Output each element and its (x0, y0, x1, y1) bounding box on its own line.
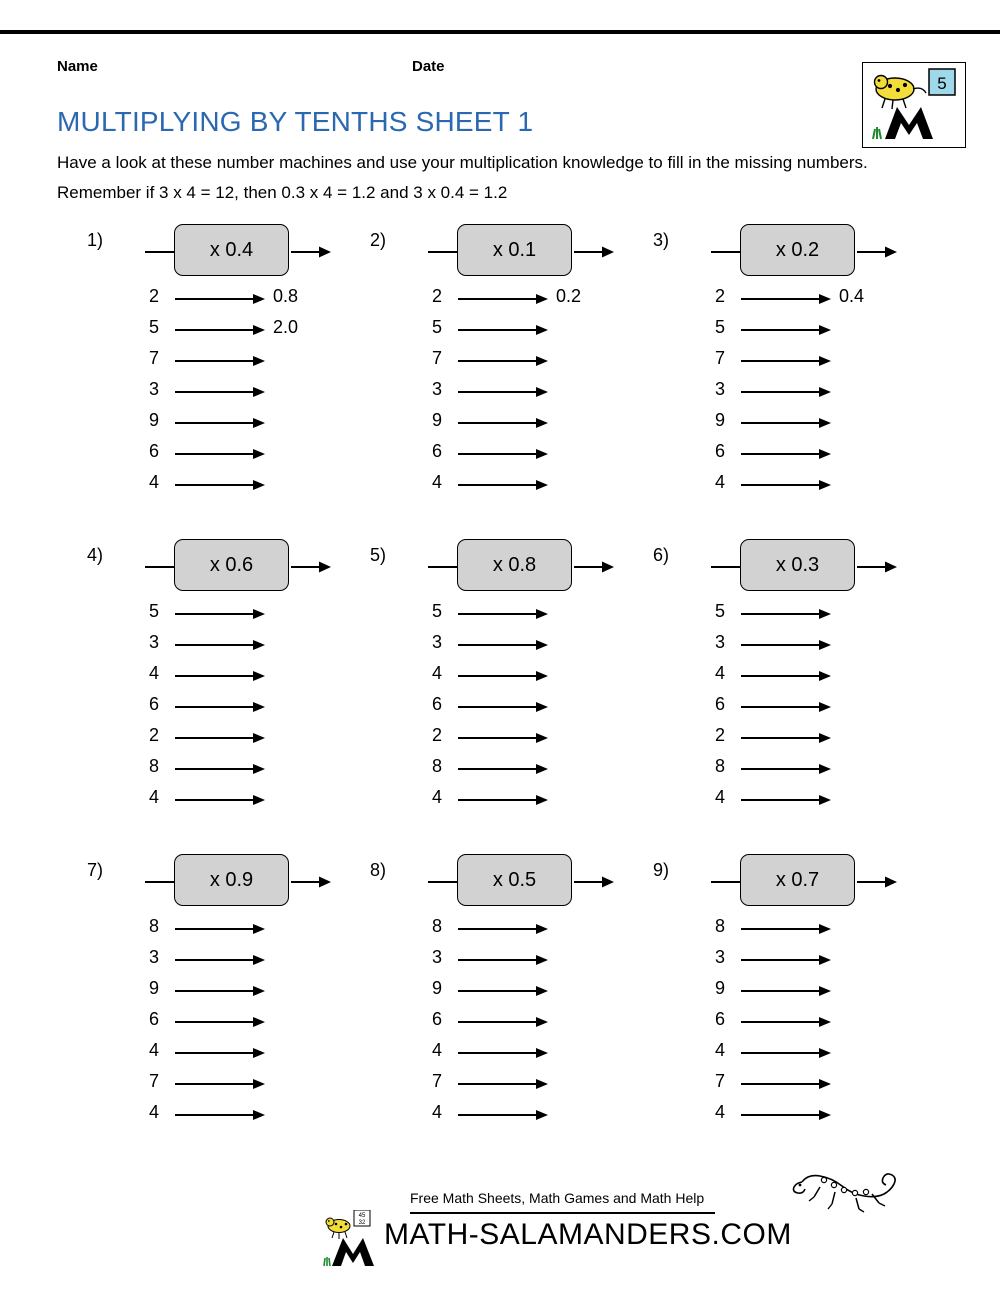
problem-line (623, 630, 906, 661)
problem-number: 6) (653, 545, 670, 565)
svg-text:45: 45 (358, 1213, 366, 1219)
problem-line (57, 1038, 340, 1069)
arrow-icon (741, 479, 831, 491)
arrow-icon (175, 479, 265, 491)
top-rule (0, 30, 1000, 34)
arrow-icon (175, 1016, 265, 1028)
input-value: 6 (431, 694, 442, 714)
problem-line (623, 346, 906, 377)
problem-line (57, 377, 340, 408)
arrow-icon (741, 670, 831, 682)
machine-label: x 0.3 (740, 539, 855, 591)
arrow-icon (175, 985, 265, 997)
arrow-icon (458, 763, 548, 775)
machine-input-line (428, 881, 458, 883)
arrow-icon (175, 417, 265, 429)
problem-row (57, 852, 947, 1167)
problem-line (57, 1069, 340, 1100)
input-value: 7 (148, 1071, 159, 1091)
input-value: 7 (714, 1071, 725, 1091)
input-value: 4 (431, 663, 442, 683)
problem-rows (340, 599, 623, 816)
page-title: MULTIPLYING BY TENTHS SHEET 1 (57, 106, 534, 137)
arrow-icon (741, 293, 831, 305)
problem-line (57, 408, 340, 439)
arrow-icon (175, 1109, 265, 1121)
number-machine (400, 852, 623, 910)
arrow-icon (175, 293, 265, 305)
machine-label: x 0.6 (174, 539, 289, 591)
arrow-icon (458, 1016, 548, 1028)
arrow-icon (458, 639, 548, 651)
problem-number: 9) (653, 860, 670, 880)
salamander-logo-icon (863, 63, 963, 145)
problem-line (623, 377, 906, 408)
problem-line (340, 976, 623, 1007)
input-value: 9 (714, 410, 725, 430)
input-value: 2 (148, 725, 159, 745)
arrow-icon (175, 670, 265, 682)
machine-label: x 0.8 (457, 539, 572, 591)
problem-number: 7) (87, 860, 104, 880)
problem-line (623, 1038, 906, 1069)
input-value: 4 (714, 787, 725, 807)
problem-line (340, 1100, 623, 1131)
problem-8 (340, 852, 623, 1167)
input-value: 4 (148, 663, 159, 683)
problem-line (340, 599, 623, 630)
input-value: 5 (714, 317, 725, 337)
arrow-icon (458, 923, 548, 935)
problem-line (623, 284, 906, 315)
arrow-icon (175, 1078, 265, 1090)
number-machine (400, 537, 623, 595)
problem-line (623, 945, 906, 976)
machine-label: x 0.7 (740, 854, 855, 906)
input-value: 4 (148, 472, 159, 492)
number-machine (400, 222, 623, 280)
grade-badge-logo (862, 62, 966, 148)
input-value: 4 (431, 1040, 442, 1060)
problem-line (340, 661, 623, 692)
input-value: 5 (714, 601, 725, 621)
input-value: 8 (714, 916, 725, 936)
arrow-icon (458, 670, 548, 682)
problem-line (340, 284, 623, 315)
machine-input-line (428, 566, 458, 568)
input-value: 2 (714, 725, 725, 745)
input-value: 4 (431, 472, 442, 492)
input-value: 4 (714, 663, 725, 683)
problems-grid (57, 222, 947, 1167)
input-value: 2 (148, 286, 159, 306)
output-value[interactable]: 0.2 (556, 286, 582, 306)
arrow-icon (741, 608, 831, 620)
problem-rows (57, 914, 340, 1131)
arrow-icon (458, 1078, 548, 1090)
problem-line (623, 976, 906, 1007)
arrow-icon (741, 1109, 831, 1121)
arrow-icon (741, 923, 831, 935)
machine-input-line (428, 251, 458, 253)
arrow-icon (458, 608, 548, 620)
machine-label: x 0.5 (457, 854, 572, 906)
input-value: 3 (431, 947, 442, 967)
problem-line (57, 692, 340, 723)
input-value: 4 (148, 787, 159, 807)
number-machine (683, 852, 906, 910)
problem-line (623, 439, 906, 470)
problem-line (340, 754, 623, 785)
arrow-icon (458, 479, 548, 491)
arrow-icon (175, 639, 265, 651)
problem-4 (57, 537, 340, 852)
arrow-icon (458, 985, 548, 997)
problem-line (623, 661, 906, 692)
input-value: 3 (431, 632, 442, 652)
input-value: 7 (431, 1071, 442, 1091)
problem-row (57, 222, 947, 537)
input-value: 6 (431, 1009, 442, 1029)
arrow-icon (741, 794, 831, 806)
arrow-icon (175, 324, 265, 336)
output-value[interactable]: 0.4 (839, 286, 865, 306)
problem-line (340, 785, 623, 816)
input-value: 6 (148, 694, 159, 714)
machine-label: x 0.9 (174, 854, 289, 906)
arrow-icon (741, 324, 831, 336)
problem-line (623, 1100, 906, 1131)
arrow-icon (175, 386, 265, 398)
input-value: 4 (431, 787, 442, 807)
arrow-icon (741, 1016, 831, 1028)
input-value: 8 (431, 916, 442, 936)
problem-line (623, 785, 906, 816)
arrow-icon (741, 1047, 831, 1059)
problem-line (623, 1069, 906, 1100)
problem-line (340, 377, 623, 408)
problem-rows (623, 599, 906, 816)
input-value: 9 (431, 978, 442, 998)
machine-label: x 0.1 (457, 224, 572, 276)
problem-line (340, 692, 623, 723)
arrow-icon (458, 324, 548, 336)
problem-line (57, 785, 340, 816)
footer-tagline: Free Math Sheets, Math Games and Math Help (410, 1190, 705, 1206)
problem-line (57, 661, 340, 692)
machine-label: x 0.2 (740, 224, 855, 276)
arrow-icon (458, 1047, 548, 1059)
arrow-icon (175, 448, 265, 460)
arrow-icon (175, 923, 265, 935)
input-value: 2 (431, 725, 442, 745)
number-machine (117, 537, 340, 595)
problem-1 (57, 222, 340, 537)
problem-line (340, 439, 623, 470)
input-value: 4 (714, 1040, 725, 1060)
machine-input-line (711, 566, 741, 568)
problem-line (57, 630, 340, 661)
arrow-icon (175, 763, 265, 775)
problem-line (340, 346, 623, 377)
problem-line (57, 346, 340, 377)
problem-3 (623, 222, 906, 537)
arrow-icon (741, 985, 831, 997)
input-value: 9 (148, 410, 159, 430)
input-value: 4 (431, 1102, 442, 1122)
problem-line (340, 315, 623, 346)
problem-number: 4) (87, 545, 104, 565)
output-value[interactable]: 0.8 (273, 286, 299, 306)
input-value: 9 (148, 978, 159, 998)
machine-input-line (145, 881, 175, 883)
machine-output-arrow-icon (857, 875, 897, 889)
problem-line (623, 723, 906, 754)
input-value: 6 (431, 441, 442, 461)
input-value: 9 (714, 978, 725, 998)
machine-input-line (145, 566, 175, 568)
input-value: 6 (714, 1009, 725, 1029)
problem-line (340, 1007, 623, 1038)
problem-line (340, 630, 623, 661)
problem-number: 5) (370, 545, 387, 565)
date-label: Date (412, 58, 445, 75)
problem-line (623, 692, 906, 723)
problem-5 (340, 537, 623, 852)
input-value: 9 (431, 410, 442, 430)
problem-rows (623, 914, 906, 1131)
input-value: 3 (148, 947, 159, 967)
arrow-icon (741, 448, 831, 460)
problem-line (623, 1007, 906, 1038)
number-machine (117, 852, 340, 910)
arrow-icon (175, 608, 265, 620)
machine-input-line (711, 881, 741, 883)
problem-line (340, 945, 623, 976)
arrow-icon (175, 1047, 265, 1059)
problem-line (57, 723, 340, 754)
arrow-icon (175, 701, 265, 713)
problem-9 (623, 852, 906, 1167)
machine-output-arrow-icon (574, 560, 614, 574)
arrow-icon (458, 1109, 548, 1121)
machine-input-line (145, 251, 175, 253)
arrow-icon (458, 355, 548, 367)
footer-logo-icon (322, 1210, 384, 1268)
input-value: 6 (714, 694, 725, 714)
salamander-decoration-icon (790, 1160, 915, 1230)
input-value: 8 (148, 756, 159, 776)
problem-line (340, 723, 623, 754)
input-value: 5 (148, 601, 159, 621)
problem-line (57, 439, 340, 470)
input-value: 3 (714, 379, 725, 399)
input-value: 4 (148, 1040, 159, 1060)
number-machine (683, 222, 906, 280)
arrow-icon (741, 386, 831, 398)
input-value: 3 (148, 379, 159, 399)
problem-line (623, 599, 906, 630)
arrow-icon (741, 1078, 831, 1090)
problem-line (57, 976, 340, 1007)
problem-rows (57, 599, 340, 816)
input-value: 8 (714, 756, 725, 776)
problem-line (623, 315, 906, 346)
svg-text:5: 5 (937, 74, 947, 93)
input-value: 7 (148, 348, 159, 368)
arrow-icon (175, 954, 265, 966)
arrow-icon (458, 794, 548, 806)
problem-rows (623, 284, 906, 501)
arrow-icon (175, 732, 265, 744)
machine-output-arrow-icon (291, 245, 331, 259)
input-value: 3 (714, 632, 725, 652)
problem-2 (340, 222, 623, 537)
problem-line (57, 914, 340, 945)
problem-line (340, 1038, 623, 1069)
problem-rows (340, 284, 623, 501)
arrow-icon (741, 763, 831, 775)
input-value: 7 (431, 348, 442, 368)
name-label: Name (57, 58, 98, 75)
problem-number: 3) (653, 230, 670, 250)
arrow-icon (458, 417, 548, 429)
input-value: 7 (714, 348, 725, 368)
problem-row (57, 537, 947, 852)
input-value: 3 (714, 947, 725, 967)
input-value: 8 (431, 756, 442, 776)
machine-output-arrow-icon (574, 875, 614, 889)
problem-number: 8) (370, 860, 387, 880)
arrow-icon (458, 954, 548, 966)
problem-line (623, 914, 906, 945)
machine-output-arrow-icon (291, 875, 331, 889)
problem-line (57, 470, 340, 501)
arrow-icon (458, 293, 548, 305)
problem-line (623, 470, 906, 501)
problem-7 (57, 852, 340, 1167)
input-value: 5 (431, 601, 442, 621)
problem-rows (340, 914, 623, 1131)
problem-line (340, 408, 623, 439)
footer-divider (410, 1212, 715, 1214)
arrow-icon (741, 701, 831, 713)
problem-line (340, 470, 623, 501)
footer-branding (322, 1182, 792, 1272)
problem-line (57, 1007, 340, 1038)
problem-line (57, 754, 340, 785)
machine-input-line (711, 251, 741, 253)
svg-text:32: 32 (358, 1220, 366, 1226)
input-value: 8 (148, 916, 159, 936)
footer-brand: MATH-SALAMANDERS.COM (384, 1218, 792, 1251)
arrow-icon (741, 732, 831, 744)
problem-rows (57, 284, 340, 501)
machine-output-arrow-icon (857, 560, 897, 574)
number-machine (117, 222, 340, 280)
problem-6 (623, 537, 906, 852)
problem-line (340, 1069, 623, 1100)
problem-line (57, 284, 340, 315)
arrow-icon (175, 794, 265, 806)
input-value: 4 (148, 1102, 159, 1122)
machine-output-arrow-icon (857, 245, 897, 259)
output-value[interactable]: 2.0 (273, 317, 299, 337)
input-value: 4 (714, 1102, 725, 1122)
arrow-icon (741, 954, 831, 966)
problem-line (57, 315, 340, 346)
problem-line (623, 408, 906, 439)
worksheet-header (57, 58, 947, 84)
problem-line (57, 1100, 340, 1131)
input-value: 6 (148, 441, 159, 461)
problem-number: 1) (87, 230, 104, 250)
input-value: 6 (148, 1009, 159, 1029)
arrow-icon (458, 448, 548, 460)
input-value: 2 (431, 286, 442, 306)
problem-line (623, 754, 906, 785)
problem-line (340, 914, 623, 945)
arrow-icon (458, 732, 548, 744)
machine-output-arrow-icon (291, 560, 331, 574)
arrow-icon (741, 639, 831, 651)
machine-label: x 0.4 (174, 224, 289, 276)
input-value: 3 (431, 379, 442, 399)
input-value: 4 (714, 472, 725, 492)
input-value: 5 (148, 317, 159, 337)
input-value: 2 (714, 286, 725, 306)
problem-number: 2) (370, 230, 387, 250)
arrow-icon (741, 417, 831, 429)
instructions-text: Have a look at these number machines and use your multiplication knowledge to fill in the missing numbers. Remember if 3 x 4 = 12, then 0.3 x 4 = 1.2 and 3 x 0.4 = 1.2 (57, 153, 868, 202)
arrow-icon (741, 355, 831, 367)
arrow-icon (458, 701, 548, 713)
arrow-icon (175, 355, 265, 367)
input-value: 3 (148, 632, 159, 652)
arrow-icon (458, 386, 548, 398)
input-value: 5 (431, 317, 442, 337)
problem-line (57, 599, 340, 630)
number-machine (683, 537, 906, 595)
machine-output-arrow-icon (574, 245, 614, 259)
problem-line (57, 945, 340, 976)
input-value: 6 (714, 441, 725, 461)
